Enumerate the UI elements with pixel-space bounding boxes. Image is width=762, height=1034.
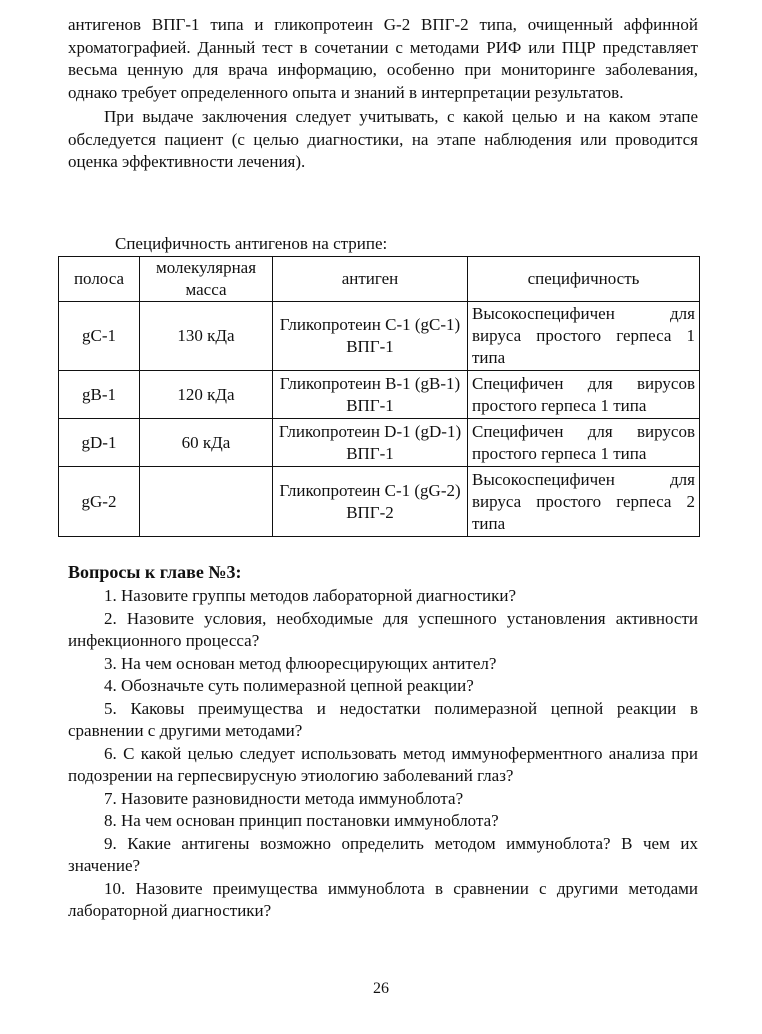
cell-band: gG-2 [59, 467, 140, 537]
cell-band: gB-1 [59, 371, 140, 419]
question-item: 6. С какой целью следует использовать метод иммуноферментного анализа при подозрении на герпесвирусную этиологию заболеваний глаз? [68, 743, 698, 785]
question-item: 8. На чем основан принцип постановки иммуноблота? [104, 811, 499, 830]
table-row [59, 371, 700, 419]
cell-antigen: Гликопротеин С-1 (gC-1) ВПГ-1 [273, 302, 468, 371]
question-item: 4. Обозначьте суть полимеразной цепной реакции? [104, 676, 474, 695]
cell-antigen: Гликопротеин С-1 (gG-2) ВПГ-2 [273, 467, 468, 537]
question-item: 10. Назовите преимущества иммуноблота в сравнении с другими методами лабораторной диагностики? [68, 878, 698, 920]
antigen-specificity-table [58, 256, 700, 537]
page-number: 26 [373, 980, 389, 997]
question-item: 3. На чем основан метод флюоресцирующих антител? [104, 653, 497, 673]
question-item: 7. Назовите разновидности метода иммуноблота? [104, 788, 464, 808]
table-row [59, 419, 700, 467]
cell-antigen: Гликопротеин D-1 (gD-1) ВПГ-1 [273, 419, 468, 467]
cell-specificity: Высокоспецифичен для вируса простого герпеса 1 типа [468, 302, 700, 371]
cell-mass: 130 кДа [140, 302, 273, 371]
chapter-questions [68, 560, 698, 923]
paragraph-1: антигенов ВПГ-1 типа и гликопротеин G-2 ВПГ-2 типа, очищенный аффинной хроматографией. Данный тест в сочетании с методами РИФ или ПЦР представляет весьма ценную для врача информацию, особенно при мониторинге заболевания, однако требует определенного опыта и знаний в интерпретации результатов. [68, 15, 698, 102]
question-item: 5. Каковы преимущества и недостатки полимеразной цепной реакции в сравнении с другими методами? [68, 698, 698, 740]
table-caption: Специфичность антигенов на стрипе: [115, 234, 388, 253]
table-row [59, 302, 700, 371]
question-item: 1. Назовите группы методов лабораторной диагностики? [104, 586, 517, 605]
cell-mass: 60 кДа [140, 419, 273, 467]
header-antigen: антиген [273, 257, 468, 302]
table-row [59, 467, 700, 537]
header-band: полоса [59, 257, 140, 302]
table-header-row [59, 257, 700, 302]
cell-antigen: Гликопротеин В-1 (gB-1) ВПГ-1 [273, 371, 468, 419]
cell-specificity: Специфичен для вирусов простого герпеса 1 типа [468, 371, 700, 419]
cell-band: gC-1 [59, 302, 140, 371]
cell-mass [140, 467, 273, 537]
questions-title: Вопросы к главе №3: [68, 562, 242, 582]
header-specificity: специфичность [468, 257, 700, 302]
cell-band: gD-1 [59, 419, 140, 467]
question-item: 2. Назовите условия, необходимые для успешного установления активности инфекционного процесса? [68, 608, 698, 650]
cell-specificity: Специфичен для вирусов простого герпеса 1 типа [468, 419, 700, 467]
header-mass: молекулярная масса [140, 257, 273, 302]
paragraph-2: При выдаче заключения следует учитывать, с какой целью и на каком этапе обследуется пациент (с целью диагностики, на этапе наблюдения или проводится оценка эффективности лечения). [68, 107, 698, 171]
cell-specificity: Высокоспецифичен для вируса простого герпеса 2 типа [468, 467, 700, 537]
question-item: 9. Какие антигены возможно определить методом иммуноблота? В чем их значение? [68, 833, 698, 875]
cell-mass: 120 кДа [140, 371, 273, 419]
body-text [68, 14, 698, 174]
